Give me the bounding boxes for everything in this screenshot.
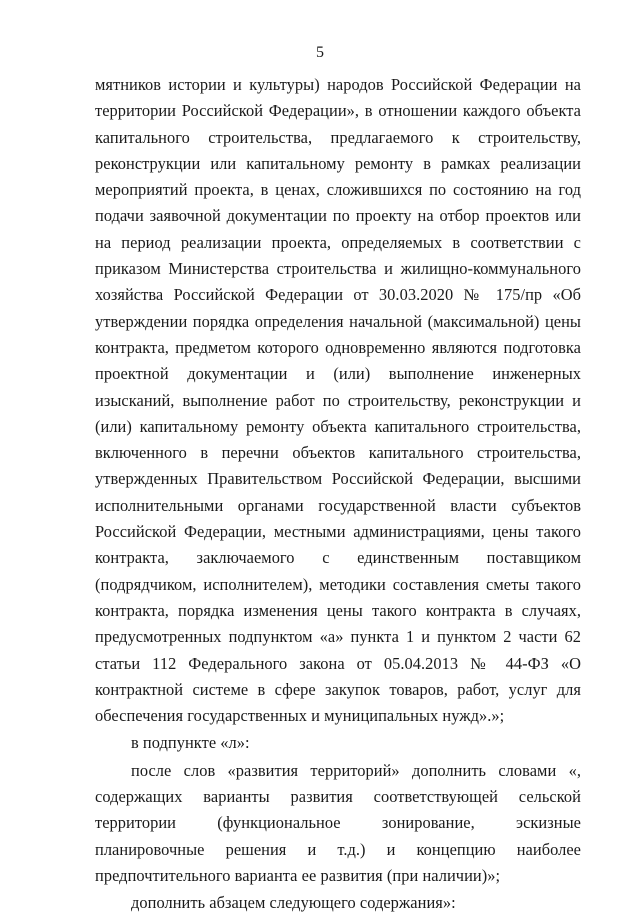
document-body [95,72,581,917]
paragraph-add-clause: дополнить абзацем следующего содержания»: [131,893,456,913]
paragraph-amendment-words: после слов «развития территорий» дополнить словами «, содержащих варианты развития соответствующей сельской территории (функциональное зонирование, эскизные планировочные решения и т.д.) и концепцию наиболее предпочтительного варианта ее развития (при наличии)»; [95,760,581,885]
page-number: 5 [316,44,324,61]
paragraph-subpoint-l: в подпункте «л»: [131,733,250,753]
paragraph-continued-text: мятников истории и культуры) народов Российской Федерации на территории Российской Федерации», в отношении каждого объекта капитального строительства, предлагаемого к строительству, реконструкции или капитальному ремонту в рамках реализации мероприятий проекта, в ценах, сложившихся по состоянию на год подачи заявочной документации по проекту на отбор проектов или на период реализации проекта, определяемых в соответствии с приказом Министерства строительства и жилищно-коммунального хозяйства Российской Федерации от 30.03.2020 № 175/пр «Об утверждении порядка определения начальной (максимальной) цены контракта, предметом которого одновременно являются подготовка проектной документации и (или) выполнение инженерных изысканий, выполнение работ по строительству, реконструкции и (или) капитальному ремонту объекта капитального строительства, включенного в перечни объектов капитального строительства, утвержденных Правительством Российской Федерации, высшими исполнительными органами государственной власти субъектов Российской Федерации, местными администрациями, цены такого контракта, заключаемого с единственным поставщиком (подрядчиком, исполнителем), методики составления сметы такого контракта, порядка изменения цены такого контракта в случаях, предусмотренных подпунктом «а» пункта 1 и пунктом 2 части 62 статьи 112 Федерального закона от 05.04.2013 № 44-ФЗ «О контрактной системе в сфере закупок товаров, работ, услуг для обеспечения государственных и муниципальных нужд».»; [95,75,581,726]
